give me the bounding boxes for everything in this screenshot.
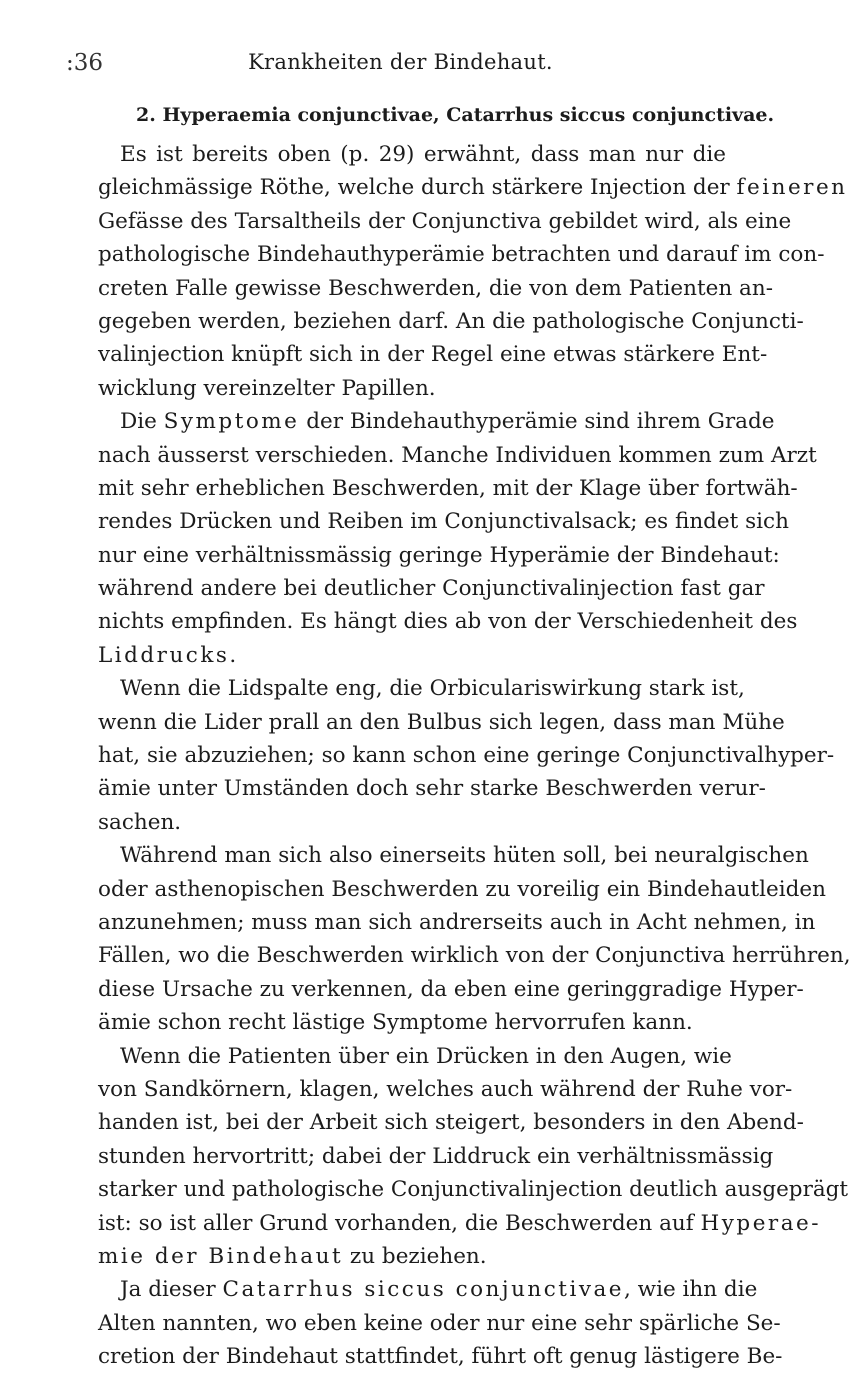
line-text: hat, sie abzuziehen; so kann schon eine geringe Conjunctivalhyper- bbox=[98, 743, 835, 769]
text-line bbox=[98, 472, 798, 505]
line-text: ämie unter Umständen doch sehr starke Beschwerden verur- bbox=[98, 776, 766, 802]
line-text: handen ist, bei der Arbeit sich steigert, besonders in den Abend- bbox=[98, 1110, 804, 1136]
line-text: Die bbox=[120, 409, 164, 435]
text-line bbox=[98, 439, 817, 472]
line-text: diese Ursache zu verkennen, da eben eine geringgradige Hyper- bbox=[98, 976, 804, 1002]
line-text: pathologische Bindehauthyperämie betrachten und darauf im con- bbox=[98, 242, 825, 268]
line-text: nichts empfinden. Es hängt dies ab von der Verschiedenheit des bbox=[98, 609, 798, 635]
line-text: stunden hervortritt; dabei der Liddruck ein verhältnissmässig bbox=[98, 1143, 774, 1169]
line-text: oder asthenopischen Beschwerden zu voreilig ein Bindehautleiden bbox=[98, 876, 826, 902]
text-line bbox=[98, 171, 848, 204]
text-line bbox=[98, 1040, 732, 1073]
text-line bbox=[98, 572, 765, 605]
text-line bbox=[98, 338, 768, 371]
text-line bbox=[98, 405, 775, 438]
text-line bbox=[98, 539, 780, 572]
line-text: gegeben werden, beziehen darf. An die pathologische Conjuncti- bbox=[98, 308, 804, 334]
line-text: ämie schon recht lästige Symptome hervorrufen kann. bbox=[98, 1010, 693, 1036]
text-line bbox=[98, 1273, 758, 1306]
emphasized-term: Liddrucks bbox=[98, 642, 230, 668]
line-text: rendes Drücken und Reiben im Conjunctivalsack; es findet sich bbox=[98, 509, 789, 535]
line-text: während andere bei deutlicher Conjunctivalinjection fast gar bbox=[98, 576, 765, 602]
text-line bbox=[98, 205, 792, 238]
section-title: Hyperaemia conjunctivae, Catarrhus siccus conjunctivae. bbox=[162, 104, 775, 126]
line-text: Ja dieser bbox=[120, 1277, 223, 1303]
line-text: Wenn die Patienten über ein Drücken in den Augen, wie bbox=[120, 1043, 732, 1069]
text-line bbox=[98, 873, 826, 906]
emphasized-term: Catarrhus siccus conjunctivae bbox=[222, 1277, 625, 1303]
line-text: Fällen, wo die Beschwerden wirklich von der Conjunctiva herrühren, bbox=[98, 943, 851, 969]
line-text: zu beziehen. bbox=[343, 1243, 487, 1269]
text-line bbox=[98, 639, 726, 672]
text-line bbox=[98, 906, 816, 939]
line-text: Während man sich also einerseits hüten soll, bei neuralgischen bbox=[120, 843, 809, 869]
text-line bbox=[98, 772, 766, 805]
text-line bbox=[98, 739, 835, 772]
line-text: der Bindehauthyperämie sind ihrem Grade bbox=[299, 409, 775, 435]
text-line bbox=[98, 138, 726, 171]
line-text: starker und pathologische Conjunctivalinjection deutlich ausgeprägt bbox=[98, 1177, 849, 1203]
line-text: wicklung vereinzelter Papillen. bbox=[98, 375, 436, 401]
text-line bbox=[98, 1006, 726, 1039]
line-text: nach äusserst verschieden. Manche Individuen kommen zum Arzt bbox=[98, 442, 817, 468]
text-line bbox=[98, 238, 825, 271]
line-text: cretion der Bindehaut stattfindet, führt oft genug lästigere Be- bbox=[98, 1344, 783, 1370]
line-text: Wenn die Lidspalte eng, die Orbiculariswirkung stark ist, bbox=[120, 676, 745, 702]
text-line bbox=[98, 1340, 783, 1373]
text-line bbox=[98, 1207, 821, 1240]
text-line bbox=[98, 672, 745, 705]
line-text: sachen. bbox=[98, 809, 182, 835]
emphasized-term: feineren bbox=[736, 175, 848, 201]
body-text bbox=[98, 138, 851, 1373]
section-heading bbox=[136, 104, 775, 126]
text-line bbox=[98, 605, 798, 638]
text-line bbox=[98, 505, 789, 538]
line-text: von Sandkörnern, klagen, welches auch während der Ruhe vor- bbox=[98, 1076, 793, 1102]
text-line bbox=[98, 939, 851, 972]
line-text: Es ist bereits oben (p. 29) erwähnt, dass man nur die bbox=[120, 142, 726, 167]
line-text: nur eine verhältnissmässig geringe Hyperämie der Bindehaut: bbox=[98, 542, 780, 568]
line-text: wenn die Lider prall an den Bulbus sich legen, dass man Mühe bbox=[98, 709, 785, 735]
text-line bbox=[98, 1307, 781, 1340]
emphasized-term: mie der Bindehaut bbox=[98, 1243, 344, 1269]
line-text: Alten nannten, wo eben keine oder nur eine sehr spärliche Se- bbox=[98, 1310, 781, 1336]
line-text: anzunehmen; muss man sich andrerseits auch in Acht nehmen, in bbox=[98, 909, 816, 935]
text-line bbox=[98, 1240, 726, 1273]
text-line bbox=[98, 1140, 774, 1173]
text-line bbox=[98, 1073, 793, 1106]
text-line bbox=[98, 706, 785, 739]
line-text: valinjection knüpft sich in der Regel eine etwas stärkere Ent- bbox=[98, 342, 768, 368]
text-line bbox=[98, 305, 804, 338]
line-text: mit sehr erheblichen Beschwerden, mit der Klage über fortwäh- bbox=[98, 475, 798, 501]
emphasized-term: Symptome bbox=[163, 409, 300, 435]
text-line bbox=[98, 806, 726, 839]
line-text: . bbox=[229, 642, 237, 668]
page-number: :36 bbox=[66, 50, 104, 76]
text-line bbox=[98, 839, 809, 872]
text-line bbox=[98, 272, 773, 305]
page-header bbox=[0, 50, 801, 80]
section-number: 2. bbox=[136, 104, 156, 126]
line-text: Gefässe des Tarsaltheils der Conjunctiva gebildet wird, als eine bbox=[98, 208, 792, 234]
line-text: , wie ihn die bbox=[624, 1277, 758, 1303]
text-line bbox=[98, 1106, 804, 1139]
running-title: Krankheiten der Bindehaut. bbox=[248, 50, 553, 74]
text-line bbox=[98, 1173, 849, 1206]
emphasized-term: Hyperae- bbox=[700, 1210, 821, 1236]
line-text: creten Falle gewisse Beschwerden, die von dem Patienten an- bbox=[98, 275, 773, 301]
text-line bbox=[98, 973, 804, 1006]
line-text: gleichmässige Röthe, welche durch stärkere Injection der bbox=[98, 175, 737, 201]
text-line bbox=[98, 372, 726, 405]
line-text: ist: so ist aller Grund vorhanden, die Beschwerden auf bbox=[98, 1210, 701, 1236]
